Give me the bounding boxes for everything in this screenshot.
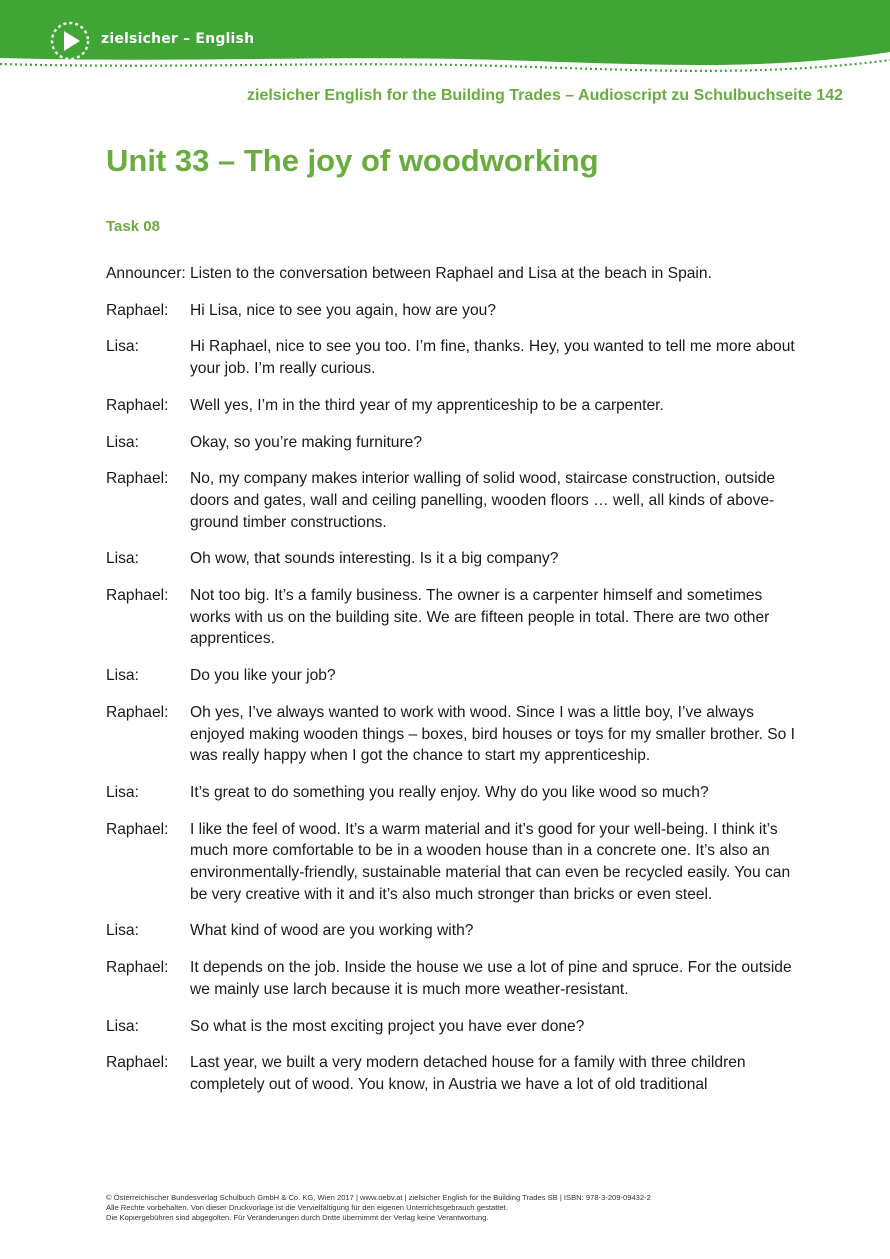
speaker-label: Lisa: <box>106 922 139 940</box>
dialogue-turn <box>106 548 796 570</box>
dialogue-text: Not too big. It’s a family business. The owner is a carpenter himself and sometimes works with us on the building site. We are fifteen people in total. There are two other apprentices. <box>190 587 770 648</box>
speaker-label: Raphael: <box>106 703 169 721</box>
dialogue-turn <box>106 468 796 533</box>
dialogue-turn <box>106 395 796 417</box>
speaker-label: Raphael: <box>106 587 169 605</box>
dialogue-turn <box>106 957 796 1000</box>
dialogue-text: Hi Lisa, nice to see you again, how are you? <box>190 301 496 319</box>
dialogue-turn <box>106 782 796 804</box>
speaker-label: Lisa: <box>106 1017 139 1035</box>
speaker-label: Raphael: <box>106 959 169 977</box>
speaker-label: Raphael: <box>106 820 169 838</box>
speaker-label: Lisa: <box>106 667 139 685</box>
dialogue-turn <box>106 432 796 454</box>
dialogue-turn <box>106 1016 796 1038</box>
footer-line: © Österreichischer Bundesverlag Schulbuch GmbH & Co. KG, Wien 2017 | www.oebv.at | zielsicher English for the Building Trades SB | ISBN: 978-3-209-09432-2 <box>106 1193 651 1202</box>
dialogue-transcript <box>106 263 796 1111</box>
speaker-label: Raphael: <box>106 396 169 414</box>
dialogue-turn <box>106 263 796 285</box>
dialogue-turn <box>106 702 796 767</box>
speaker-label: Raphael: <box>106 470 169 488</box>
speaker-label: Raphael: <box>106 301 169 319</box>
dialogue-text: No, my company makes interior walling of solid wood, staircase construction, outside doors and gates, wall and ceiling panelling, wooden floors … well, all kinds of above-ground timber constructions. <box>190 470 776 531</box>
dialogue-text: Do you like your job? <box>190 667 336 685</box>
dialogue-turn <box>106 585 796 650</box>
page-title: Unit 33 – The joy of woodworking <box>106 143 599 178</box>
dialogue-text: Oh wow, that sounds interesting. Is it a big company? <box>190 550 559 568</box>
speaker-label: Lisa: <box>106 550 139 568</box>
dialogue-text: Well yes, I’m in the third year of my apprenticeship to be a carpenter. <box>190 396 664 414</box>
dialogue-text: It depends on the job. Inside the house we use a lot of pine and spruce. For the outside we mainly use larch because it is much more weather-resistant. <box>190 959 792 998</box>
dialogue-turn <box>106 300 796 322</box>
footer-line: Alle Rechte vorbehalten. Von dieser Druckvorlage ist die Vervielfältigung für den eigenen Unterrichtsgebrauch gestattet. <box>106 1203 508 1212</box>
dialogue-turn <box>106 1052 796 1095</box>
brand-name: zielsicher – English <box>101 31 255 47</box>
copyright-footer <box>106 1193 651 1223</box>
dialogue-text: Last year, we built a very modern detached house for a family with three children completely out of wood. You know, in Austria we have a lot of old traditional <box>190 1054 746 1093</box>
dialogue-turn <box>106 336 796 379</box>
dialogue-turn <box>106 819 796 906</box>
dialogue-text: So what is the most exciting project you have ever done? <box>190 1017 585 1035</box>
speaker-label: Announcer: <box>106 265 186 282</box>
speaker-label: Lisa: <box>106 783 139 801</box>
speaker-label: Lisa: <box>106 433 139 451</box>
page-subtitle: zielsicher English for the Building Trades – Audioscript zu Schulbuchseite 142 <box>247 87 843 104</box>
dialogue-text: Listen to the conversation between Raphael and Lisa at the beach in Spain. <box>190 265 712 282</box>
dialogue-turn <box>106 920 796 942</box>
dialogue-text: Oh yes, I’ve always wanted to work with wood. Since I was a little boy, I’ve always enjoyed making wooden things – boxes, bird houses or toys for my smaller brother. So I was really happy when I got the chance to start my apprenticeship. <box>190 703 796 765</box>
dialogue-text: Hi Raphael, nice to see you too. I’m fine, thanks. Hey, you wanted to tell me more about your job. I’m really curious. <box>190 338 795 378</box>
dialogue-text: What kind of wood are you working with? <box>190 922 474 940</box>
speaker-label: Lisa: <box>106 338 139 356</box>
dialogue-turn <box>106 665 796 687</box>
speaker-label: Raphael: <box>106 1054 169 1072</box>
task-label: Task 08 <box>106 218 160 235</box>
footer-line: Die Kopiergebühren sind abgegolten. Für Veränderungen durch Dritte übernimmt der Verlag keine Verantwortung. <box>106 1213 489 1222</box>
dialogue-text: It’s great to do something you really enjoy. Why do you like wood so much? <box>190 783 709 801</box>
dialogue-text: Okay, so you’re making furniture? <box>190 433 422 451</box>
dialogue-text: I like the feel of wood. It’s a warm material and it’s good for your well-being. I think it’s much more comfortable to be in a wooden house than in a concrete one. It’s also an environmentally-friendly, sustainable material that can even be recycled easily. You can be very creative with it and it’s also much stronger than bricks or even steel. <box>190 820 791 903</box>
